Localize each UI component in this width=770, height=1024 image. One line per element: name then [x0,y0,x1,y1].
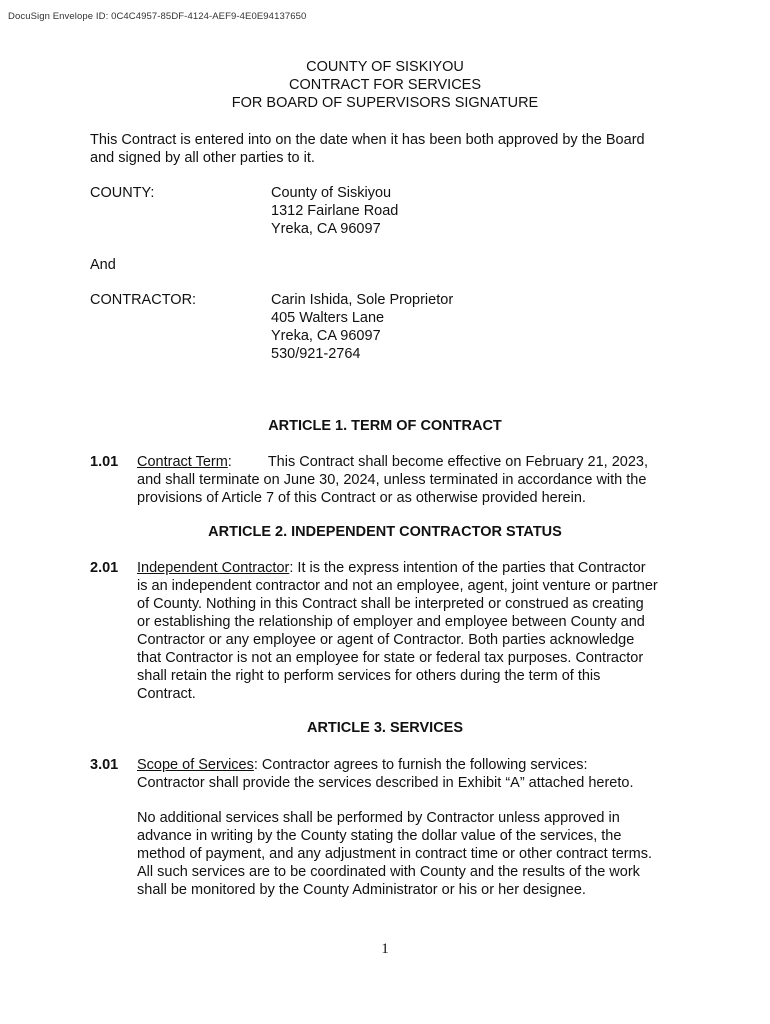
page-number: 1 [381,941,389,957]
intro-line-1: This Contract is entered into on the date when it has been both approved by the Board [90,132,645,148]
county-city: Yreka, CA 96097 [271,221,381,237]
article-2-heading: ARTICLE 2. INDEPENDENT CONTRACTOR STATUS [208,524,562,540]
section-2-01-line-3: of County. Nothing in this Contract shall be interpreted or construed as creating [137,596,644,612]
section-1-01-number: 1.01 [90,454,119,470]
section-3-01-line-1: : Contractor agrees to furnish the following services: [253,757,588,773]
section-1-01-colon: : [227,454,232,470]
county-street: 1312 Fairlane Road [271,203,399,219]
and-text: And [90,257,116,273]
intro-paragraph [90,131,690,167]
contractor-phone: 530/921-2764 [271,346,361,362]
intro-line-2: and signed by all other parties to it. [90,150,315,166]
section-2-01-line-2: is an independent contractor and not an employee, agent, joint venture or partner [137,578,658,594]
title-line-1: COUNTY OF SISKIYOU [306,59,464,75]
section-3-01-additional-services [137,809,685,899]
section-1-01-text [137,453,685,507]
contractor-name: Carin Ishida, Sole Proprietor [271,292,454,308]
contractor-address [271,291,453,363]
section-3-01-title: Scope of Services [137,757,254,773]
section-2-01-line-8: Contract. [137,686,196,702]
title-line-3: FOR BOARD OF SUPERVISORS SIGNATURE [231,95,539,111]
section-2-01-line-7: shall retain the right to perform services for others during the term of this [137,668,601,684]
additional-services-line-5: shall be monitored by the County Administrator or his or her designee. [137,882,586,898]
section-3-01-number: 3.01 [90,757,119,773]
section-2-01-line-5: Contractor or any employee or agent of Contractor. Both parties acknowledge [137,632,635,648]
docusign-envelope-id: DocuSign Envelope ID: 0C4C4957-85DF-4124-AEF9-4E0E94137650 [8,11,307,22]
county-name: County of Siskiyou [271,185,392,201]
section-2-01-title: Independent Contractor [137,560,290,576]
section-3-01-line-2: Contractor shall provide the services described in Exhibit “A” attached hereto. [137,775,634,791]
section-2-01-text [137,559,685,703]
section-1-01-title: Contract Term [137,454,228,470]
document-title [0,58,770,112]
title-line-2: CONTRACT FOR SERVICES [288,77,482,93]
section-3-01-text [137,756,685,792]
section-2-01-line-6: that Contractor is not an employee for state or federal tax purposes. Contractor [137,650,644,666]
section-1-01-line-3: provisions of Article 7 of this Contract or as otherwise provided herein. [137,490,586,506]
additional-services-line-2: advance in writing by the County stating the dollar value of the services, the [137,828,622,844]
county-address [271,184,398,238]
section-2-01-number: 2.01 [90,560,119,576]
contractor-city: Yreka, CA 96097 [271,328,381,344]
contractor-label: CONTRACTOR: [90,292,197,308]
section-2-01-line-4: or establishing the relationship of employer and employee between County and [137,614,645,630]
additional-services-line-1: No additional services shall be performed by Contractor unless approved in [137,810,620,826]
article-1-heading: ARTICLE 1. TERM OF CONTRACT [268,418,502,434]
section-1-01-line-1: This Contract shall become effective on February 21, 2023, [267,454,648,470]
additional-services-line-4: All such services are to be coordinated with County and the results of the work [137,864,640,880]
article-3-heading: ARTICLE 3. SERVICES [306,720,464,736]
section-1-01-line-2: and shall terminate on June 30, 2024, unless terminated in accordance with the [137,472,647,488]
additional-services-line-3: method of payment, and any adjustment in contract time or other contract terms. [137,846,652,862]
contractor-street: 405 Walters Lane [271,310,385,326]
section-2-01-line-1: : It is the express intention of the parties that Contractor [289,560,646,576]
county-label: COUNTY: [90,185,155,201]
